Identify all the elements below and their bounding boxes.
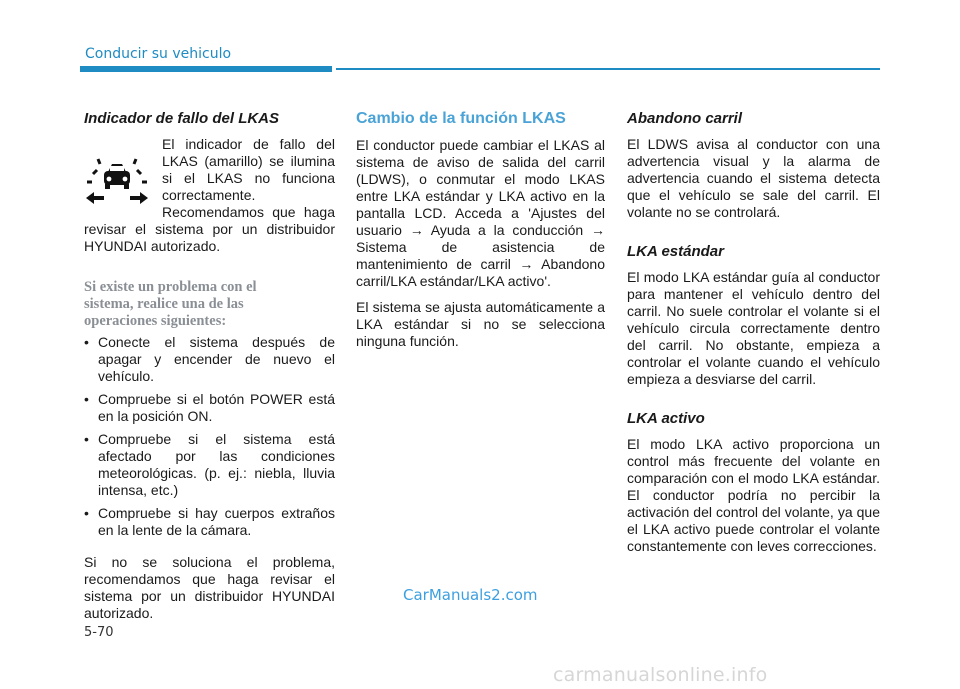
lka-standard-text: El modo LKA estándar guía al conductor para mantener el vehículo dentro del carril. No suele controlar el volante si el vehículo circula correctamente dentro del carril. No obstante, empieza a controlar el volante cuando el vehículo empieza a desviarse del carril.	[627, 269, 880, 387]
problem-heading: Si existe un problema con el sistema, realice una de las operaciones siguientes:	[84, 279, 257, 329]
page-number: 5-70	[84, 625, 114, 640]
lkas-car-lane-warning-icon	[84, 158, 150, 206]
lka-active-heading: LKA activo	[627, 410, 705, 427]
column-middle	[356, 110, 605, 350]
watermark-link[interactable]: CarManuals2.com	[403, 586, 538, 604]
lkas-switch-paragraph: El conductor puede cambiar el LKAS al sistema de aviso de salida del carril (LDWS), o conmutar el modo LKAS entre LKA estándar y LKA activo en la pantalla LCD. Acceda a 'Ajustes del usuario → Ayuda a la conducción → Sistema de asistencia de mantenimiento de carril → Abandono carril/LKA estándar/LKA activo'.	[356, 137, 605, 289]
header-rule-thin	[336, 68, 880, 70]
list-item: • Conecte el sistema después de apagar y encender de nuevo el vehículo.	[84, 334, 335, 385]
lka-active-text: El modo LKA activo proporciona un control más frecuente del volante en comparación con el modo LKA estándar. El conductor podría no percibir la activación del control del volante, ya que el LKA activo puede controlar el volante constantemente con leves correcciones.	[627, 436, 880, 554]
closing-paragraph: Si no se soluciona el problema, recomendamos que haga revisar el sistema por un distribuidor HYUNDAI autorizado.	[84, 554, 335, 621]
lkas-malfunction-heading: Indicador de fallo del LKAS	[84, 110, 280, 127]
section-title: Conducir su vehiculo	[85, 46, 232, 62]
list-item: • Compruebe si el sistema está afectado por las condiciones meteorológicas. (p. ej.: niebla, lluvia intensa, etc.)	[84, 431, 335, 499]
column-right	[627, 110, 880, 555]
site-footer-link[interactable]: carmanualsonline.info	[553, 664, 768, 686]
list-item: • Compruebe si el botón POWER está en la posición ON.	[84, 391, 335, 425]
lane-departure-heading: Abandono carril	[627, 110, 743, 127]
lkas-switch-heading: Cambio de la función LKAS	[356, 110, 566, 127]
lane-departure-text: El LDWS avisa al conductor con una advertencia visual y la alarma de advertencia cuando el sistema detecta que el vehículo se sale del carril. El volante no se controlará.	[627, 136, 880, 220]
column-left	[84, 110, 335, 622]
lka-standard-heading: LKA estándar	[627, 243, 724, 260]
lkas-default-paragraph: El sistema se ajusta automáticamente a LKA estándar si no se selecciona ninguna función.	[356, 299, 605, 349]
lkas-malfunction-intro: El indicador de fallo del LKAS (amarillo) se ilumina si el LKAS no funciona correctamente. Recomendamos que haga revisar el sistema por un distribuidor HYUNDAI autorizado.	[84, 136, 335, 254]
list-item: • Compruebe si hay cuerpos extraños en la lente de la cámara.	[84, 505, 335, 539]
troubleshoot-list	[84, 334, 335, 539]
header-rule-thick	[80, 66, 332, 72]
